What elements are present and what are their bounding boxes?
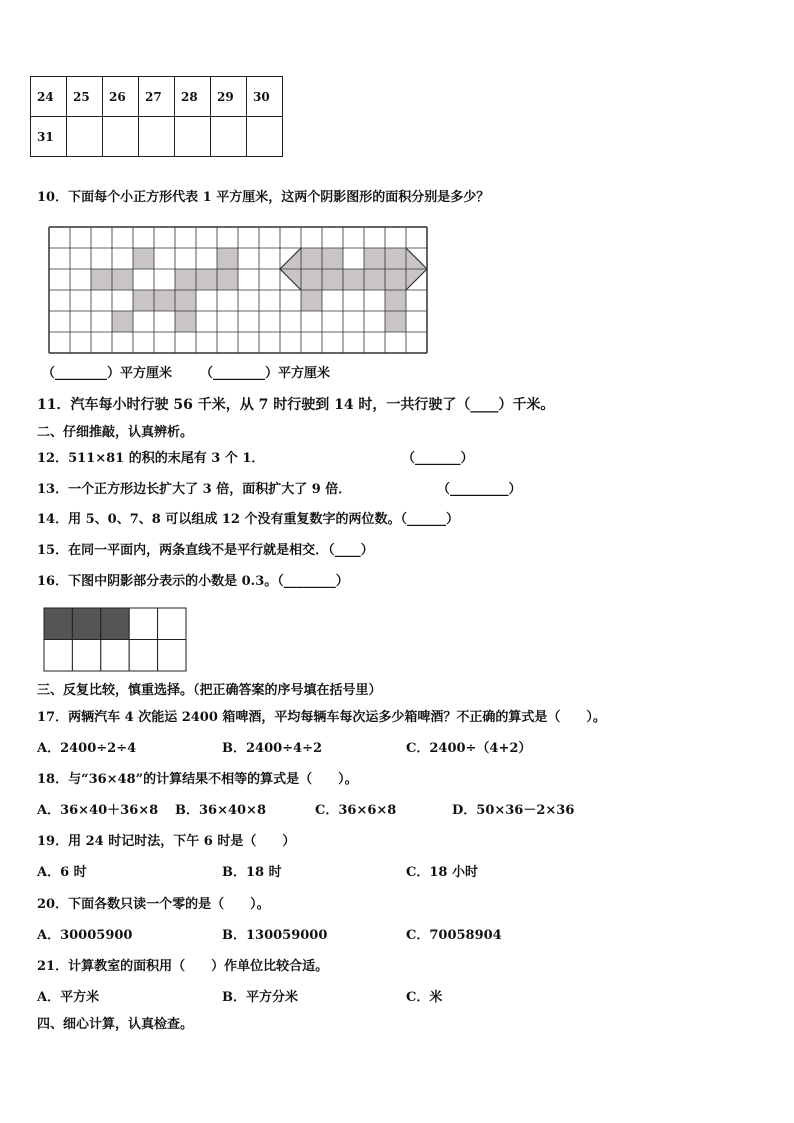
shaded-cell-right [322, 248, 343, 269]
empty-cell [129, 640, 157, 672]
empty-cell [158, 608, 186, 640]
question-21: 21．计算教室的面积用（ ）作单位比较合适。 [37, 959, 329, 974]
table-cell: 31 [31, 117, 67, 157]
shaded-cell-right [385, 248, 406, 269]
shaded-cell-left [154, 290, 175, 311]
question-12: 12．511×81 的积的末尾有 3 个 1． [37, 451, 265, 466]
q21-option-a[interactable]: A．平方米 [37, 990, 100, 1005]
shaded-cell-left [217, 269, 238, 290]
shaded-cell-right [301, 290, 322, 311]
shaded-cell-right [385, 269, 406, 290]
table-cell: 25 [67, 77, 103, 117]
table-cell [175, 117, 211, 157]
q12-answer-blank[interactable]: （_______） [402, 451, 474, 466]
shaded-cell-right [322, 269, 343, 290]
calendar-table [30, 76, 283, 157]
question-10: 10．下面每个小正方形代表 1 平方厘米，这两个阴影图形的面积分别是多少？ [37, 190, 490, 205]
question-14: 14．用 5、0、7、8 可以组成 12 个没有重复数字的两位数。（______） [37, 512, 459, 527]
empty-cell [72, 640, 100, 672]
shaded-cell-left [196, 269, 217, 290]
q17-option-a[interactable]: A．2400÷2÷4 [37, 741, 137, 756]
table-cell [211, 117, 247, 157]
q19-option-c[interactable]: C．18 小时 [406, 865, 478, 880]
shaded-cell-left [217, 248, 238, 269]
table-cell [67, 117, 103, 157]
q18-option-b[interactable]: B．36×40×8 [175, 803, 267, 818]
question-13: 13．一个正方形边长扩大了 3 倍，面积扩大了 9 倍． [37, 482, 352, 497]
table-cell: 26 [103, 77, 139, 117]
q18-option-c[interactable]: C．36×6×8 [315, 803, 397, 818]
q10-answer-2: （________）平方厘米 [200, 366, 331, 381]
question-15: 15．在同一平面内，两条直线不是平行就是相交．（____） [37, 543, 374, 558]
q17-option-b[interactable]: B．2400÷4÷2 [222, 741, 323, 756]
q20-option-a[interactable]: A．30005900 [37, 928, 133, 943]
empty-cell [129, 608, 157, 640]
q20-option-b[interactable]: B．130059000 [222, 928, 328, 943]
section-3-heading: 三、反复比较，慎重选择。（把正确答案的序号填在括号里） [37, 683, 382, 698]
empty-cell [158, 640, 186, 672]
shaded-cell-left [175, 311, 196, 332]
table-cell: 29 [211, 77, 247, 117]
shaded-cell-left [133, 248, 154, 269]
table-cell [247, 117, 283, 157]
question-20: 20．下面各数只读一个零的是（ ）。 [37, 897, 270, 912]
shaded-cell-left [175, 269, 196, 290]
empty-cell [101, 640, 129, 672]
decimal-grid-figure [43, 607, 189, 673]
question-18: 18．与“36×48”的计算结果不相等的算式是（ ）。 [37, 772, 358, 787]
q17-option-c[interactable]: C．2400÷（4+2） [406, 741, 532, 756]
section-2-heading: 二、仔细推敲，认真辨析。 [37, 425, 194, 440]
section-4-heading: 四、细心计算，认真检查。 [37, 1017, 194, 1032]
shaded-cell-right [364, 248, 385, 269]
shaded-cell-left [175, 290, 196, 311]
shaded-cell-left [112, 269, 133, 290]
shaded-cell [44, 608, 72, 640]
empty-cell [44, 640, 72, 672]
table-cell [103, 117, 139, 157]
shaded-cell-left [91, 269, 112, 290]
q19-option-a[interactable]: A．6 时 [37, 865, 87, 880]
table-cell [139, 117, 175, 157]
shaded-cell-right [364, 269, 385, 290]
table-cell: 24 [31, 77, 67, 117]
question-11: 11．汽车每小时行驶 56 千米，从 7 时行驶到 14 时，一共行驶了（____）千米。 [37, 397, 555, 413]
shaded-cell-left [133, 290, 154, 311]
q19-option-b[interactable]: B．18 时 [222, 865, 282, 880]
table-cell: 30 [247, 77, 283, 117]
shaded-cell-left [112, 311, 133, 332]
question-16: 16．下图中阴影部分表示的小数是 0.3。（________） [37, 574, 349, 589]
shaded-cell-right [301, 248, 322, 269]
q10-answer-1: （________）平方厘米 [42, 366, 173, 381]
q21-option-c[interactable]: C．米 [406, 990, 443, 1005]
table-row [31, 77, 283, 117]
shaded-cell-right [343, 269, 364, 290]
table-cell: 27 [139, 77, 175, 117]
area-grid-figure [48, 226, 428, 354]
question-17: 17．两辆汽车 4 次能运 2400 箱啤酒，平均每辆车每次运多少箱啤酒？不正确的算式是（ ）。 [37, 710, 606, 725]
q18-option-a[interactable]: A．36×40＋36×8 [37, 803, 159, 818]
shaded-cell [72, 608, 100, 640]
q18-option-d[interactable]: D．50×36－2×36 [452, 803, 575, 818]
shaded-cell-right [385, 311, 406, 332]
table-row [31, 117, 283, 157]
shaded-cell-right [301, 269, 322, 290]
q20-option-c[interactable]: C．70058904 [406, 928, 502, 943]
q21-option-b[interactable]: B．平方分米 [222, 990, 298, 1005]
shaded-cell-right [385, 290, 406, 311]
question-19: 19．用 24 时记时法，下午 6 时是（ ） [37, 834, 296, 849]
table-cell: 28 [175, 77, 211, 117]
shaded-cell [101, 608, 129, 640]
q13-answer-blank[interactable]: （_________） [437, 482, 522, 497]
